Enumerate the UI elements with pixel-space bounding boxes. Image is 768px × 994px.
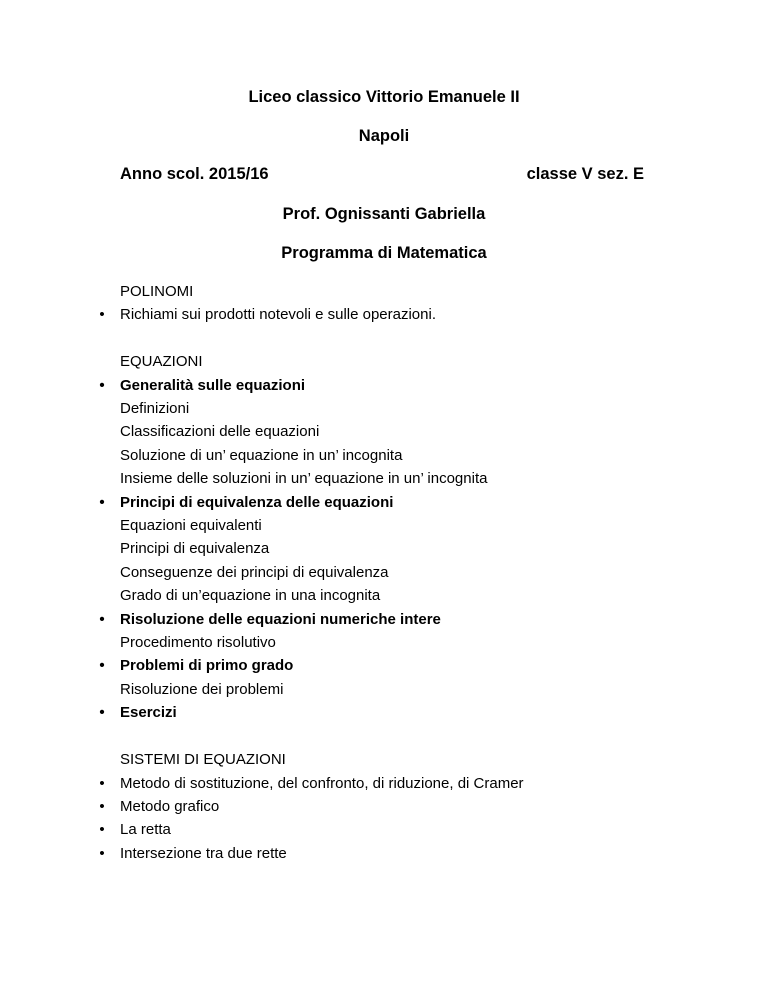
list-item: • Metodo di sostituzione, del confronto, di riduzione, di Cramer: [120, 772, 720, 795]
sub-item: Soluzione di un’ equazione in un’ incognita: [120, 446, 403, 464]
bullet-icon: •: [99, 821, 105, 839]
sub-item: Principi di equivalenza: [120, 540, 270, 558]
school-name: Liceo classico Vittorio Emanuele II: [248, 88, 520, 106]
program-title: Programma di Matematica: [281, 244, 487, 262]
list-item: • Esercizi: [120, 701, 720, 724]
list-item: • Metodo grafico: [120, 795, 720, 818]
list-item: • La retta: [120, 818, 720, 841]
bullet-icon: •: [99, 704, 105, 722]
section-title-equazioni: EQUAZIONI: [120, 353, 203, 371]
sub-item: Conseguenze dei principi di equivalenza: [120, 563, 389, 581]
list-item: • Problemi di primo grado: [120, 654, 720, 677]
list-item: • Principi di equivalenza delle equazioni: [120, 491, 720, 514]
school-year: Anno scol. 2015/16: [120, 165, 269, 183]
bullet-icon: •: [99, 774, 105, 792]
bullet-icon: •: [99, 797, 105, 815]
bullet-icon: •: [99, 844, 105, 862]
program-content: [99, 280, 720, 865]
list-item: • Risoluzione delle equazioni numeriche intere: [120, 608, 720, 631]
section-title-sistemi: SISTEMI DI EQUAZIONI: [120, 751, 286, 769]
sub-item: Procedimento risolutivo: [120, 634, 276, 652]
sub-item: Insieme delle soluzioni in un’ equazione in un’ incognita: [120, 470, 488, 488]
list-item: • Generalità sulle equazioni: [120, 374, 720, 397]
city: Napoli: [358, 127, 410, 145]
bullet-icon: •: [99, 306, 105, 324]
bullet-icon: •: [99, 376, 105, 394]
list-item: • Intersezione tra due rette: [120, 842, 720, 865]
bullet-icon: •: [99, 493, 105, 511]
section-title-polinomi: POLINOMI: [120, 283, 194, 300]
class-section: classe V sez. E: [526, 165, 644, 183]
sub-item: Risoluzione dei problemi: [120, 680, 284, 698]
sub-item: Grado di un’equazione in una incognita: [120, 587, 381, 605]
sub-item: Definizioni: [120, 400, 190, 418]
year-class-row: [120, 163, 644, 185]
sub-item: Equazioni equivalenti: [120, 517, 262, 535]
sub-item: Classificazioni delle equazioni: [120, 423, 320, 441]
teacher-name: Prof. Ognissanti Gabriella: [282, 205, 486, 223]
bullet-icon: •: [99, 610, 105, 628]
bullet-icon: •: [99, 657, 105, 675]
list-item: • Richiami sui prodotti notevoli e sulle operazioni.: [120, 303, 720, 326]
